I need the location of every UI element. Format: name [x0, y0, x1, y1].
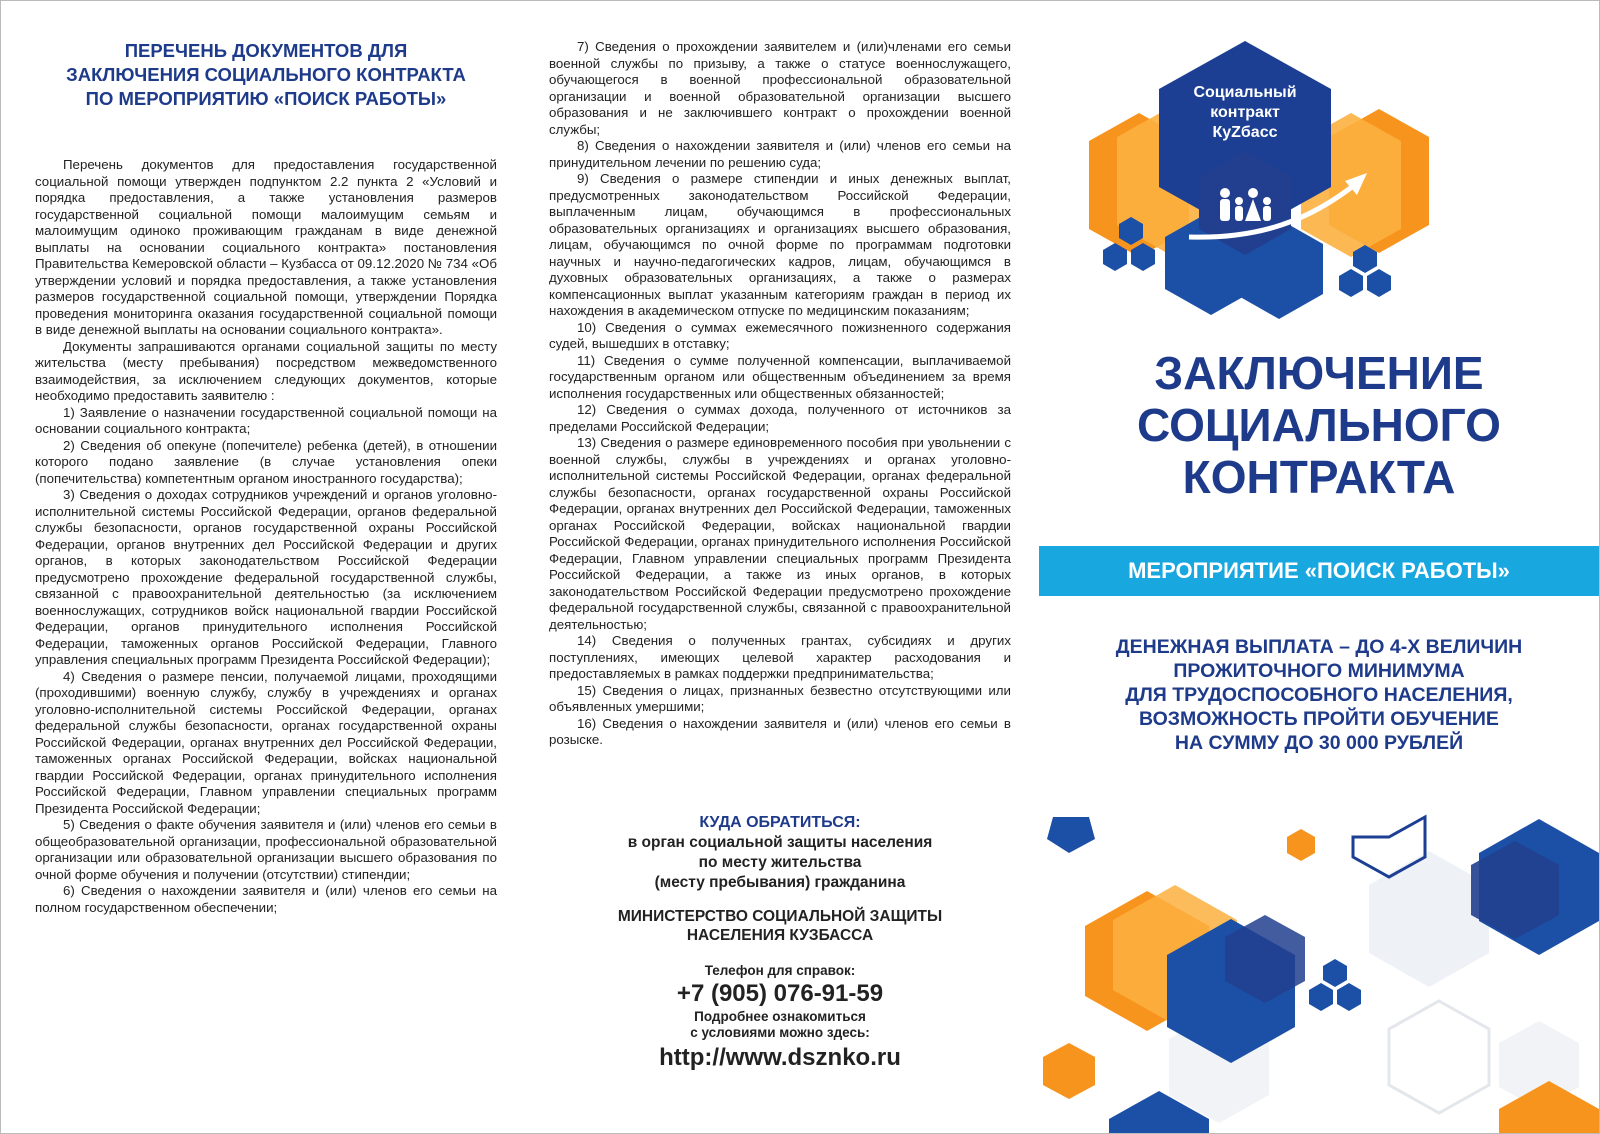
small-hexagon [1339, 269, 1363, 297]
small-hexagon [1367, 269, 1391, 297]
small-hexagon [1309, 983, 1333, 1011]
list-item: 6) Сведения о нахождении заявителя и (или) членов его семьи на полном государственном обеспечении; [35, 883, 497, 915]
list-item: 15) Сведения о лицах, признанных безвестно отсутствующими или объявленных умершими; [549, 682, 1011, 714]
document-title: ПЕРЕЧЕНЬ ДОКУМЕНТОВ ДЛЯ ЗАКЛЮЧЕНИЯ СОЦИАЛЬНОГО КОНТРАКТА ПО МЕРОПРИЯТИЮ «ПОИСК РАБОТЫ» [66, 40, 466, 109]
event-band: МЕРОПРИЯТИЕ «ПОИСК РАБОТЫ» [1039, 546, 1599, 596]
phone-label: Телефон для справок: [704, 963, 856, 978]
list-item: 13) Сведения о размере единовременного пособия при увольнении с военной службы, службы в учреждениях и органах уголовно-исполнительной системы Российской Федерации, органах федеральной службы безопасности, органах государственной охраны Российской Федерации, органах внутренних дел Российской Федерации, таможенных органах Российской Федерации, войсках национальной гвардии Российской Федерации, органах принудительного исполнения Российской Федерации, Главном управлении специальных программ Президента Российской Федерации, а также из иных органов, в которых законодательством Российской Федерации предусмотрено прохождение федеральной государственной службы, связанной с правоохранительной деятельностью; [549, 435, 1011, 632]
small-hexagon [1337, 983, 1361, 1011]
small-hexagon [1287, 829, 1315, 861]
list-item: 14) Сведения о полученных грантах, субсидиях и других поступлениях, имеющих целевой характер расходования и предоставляемых в рамках поддержки предпринимательства; [549, 633, 1011, 681]
document-body-left [35, 157, 497, 916]
list-item: 12) Сведения о суммах дохода, полученного от источников за пределами Российской Федерации; [549, 402, 1011, 434]
column-middle [549, 39, 1011, 749]
list-item: 9) Сведения о размере стипендии и иных денежных выплат, предусмотренных законодательством Российской Федерации, выплаченным лицам, обучающимся в профессиональных образовательных организациях и организациях высшего образования, лицам, обучающимся по очной форме по программам подготовки научных и научно-педагогических кадров, лицам, обучающимся в духовных образовательных организациях, а также о размерах компенсационных выплат указанным категориям граждан в период их нахождения в академическом отпуске по медицинским показаниям; [549, 171, 1011, 318]
where-heading: КУДА ОБРАТИТЬСЯ: [699, 814, 861, 831]
list-item: 11) Сведения о сумме полученной компенсации, выплачиваемой государственным органом или общественным объединением за время исполнения государственных или общественных обязанностей; [549, 352, 1011, 401]
decorative-hexagons [1039, 781, 1599, 1133]
logo-text-line: контракт [1210, 104, 1280, 121]
column-left [35, 39, 497, 916]
list-item: 5) Сведения о факте обучения заявителя и (или) членов его семьи в общеобразовательной организации, профессиональной образовательной организации или образовательной организации высшего образования по очной форме обучения и получении (отсутствии) стипендии; [35, 817, 497, 882]
contact-block [549, 813, 1011, 1073]
list-item: 3) Сведения о доходах сотрудников учреждений и органов уголовно-исполнительной системы Российской Федерации, органов федеральной службы безопасности, органов государственной охраны Российской Федерации, органов внутренних дел Российской Федерации и других органов, в которых законодательством Российской Федерации предусмотрено прохождение федеральной государственной службы, связанной с правоохранительной деятельностью (за исключением военнослужащих, сотрудников войск национальной гвардии Российской Федерации, органов принудительного исполнения Российской Федерации, таможенных органов Российской Федерации, Главного управления специальных программ Президента Российской Федерации); [35, 487, 497, 667]
more-info-text: Подробнее ознакомиться с условиями можно здесь: [690, 1009, 870, 1040]
document-body-right [549, 39, 1011, 749]
intro-paragraph: Документы запрашиваются органами социальной защиты по месту жительства (месту пребывания) посредством межведомственного взаимодействия, за исключением следующих документов, которые необходимо предоставить заявителю : [35, 338, 497, 403]
list-item: 4) Сведения о размере пенсии, получаемой лицами, проходящими (проходившими) военную службу, службу в учреждениях и органах уголовно-исполнительной системы Российской Федерации, органах федеральной службы безопасности, органах государственной охраны Российской Федерации, органах внутренних дел Российской Федерации, таможенных органах Российской Федерации, войсках национальной гвардии Российской Федерации, органах принудительного исполнения Российской Федерации, Главном управлении специальных программ Президента Российской Федерации; [35, 668, 497, 816]
website-link[interactable]: http://www.dsznko.ru [659, 1044, 901, 1071]
ministry-name: МИНИСТЕРСТВО СОЦИАЛЬНОЙ ЗАЩИТЫ НАСЕЛЕНИЯ КУЗБАССА [617, 908, 943, 944]
logo-text-line: КуZбасс [1212, 124, 1278, 141]
phone-number[interactable]: +7 (905) 076-91-59 [676, 980, 884, 1007]
orange-hexagon [1043, 1043, 1095, 1099]
list-item: 7) Сведения о прохождении заявителем и (или)членами его семьи военной службы по призыву, а также о статусе военнослужащего, обучающегося в военной профессиональной образовательной организации и военной образовательной организации высшего образования и не заключившего контракт о прохождении военной службы; [549, 39, 1011, 137]
blue-hexagon [1047, 817, 1095, 853]
list-item: 8) Сведения о нахождении заявителя и (или) членов его семьи на принудительном лечении по решению суда; [549, 138, 1011, 170]
intro-paragraph: Перечень документов для предоставления государственной социальной помощи утвержден подпунктом 2.2 пункта 2 «Условий и порядка предоставления, а также установления размеров государственной социальной помощи малоимущим семьям и малоимущим одиноко проживающим гражданам в виде денежной выплаты на основании социального контракта» постановления Правительства Кемеровской области – Кузбасса от 09.12.2020 № 734 «Об утверждении условий и порядка предоставления, а также установления размеров государственной социальной помощи, утверждении Порядка проведения мониторинга оказания государственной социальной помощи в виде денежной выплаты на основании социального контракта». [35, 157, 497, 337]
where-text: в орган социальной защиты населения по месту жительства (месту пребывания) гражданина [627, 834, 933, 891]
list-item: 16) Сведения о нахождении заявителя и (или) членов его семьи в розыске. [549, 715, 1011, 747]
list-item: 10) Сведения о суммах ежемесячного пожизненного содержания судей, вышедших в отставку; [549, 319, 1011, 351]
list-item: 2) Сведения об опекуне (попечителе) ребенка (детей), в отношении которого подано заявление (в случае установления опеки (попечительства) компетентным органом иностранного государства); [35, 437, 497, 486]
cover-subtitle: ДЕНЕЖНАЯ ВЫПЛАТА – ДО 4-Х ВЕЛИЧИН ПРОЖИТОЧНОГО МИНИМУМА ДЛЯ ТРУДОСПОСОБНОГО НАСЕЛЕНИЯ, ВОЗМОЖНОСТЬ ПРОЙТИ ОБУЧЕНИЕ НА СУММУ ДО 30 000 РУБЛЕЙ [1115, 636, 1523, 754]
logo-text-line: Социальный [1193, 84, 1297, 101]
cover-title: ЗАКЛЮЧЕНИЕ СОЦИАЛЬНОГО КОНТРАКТА [1137, 347, 1501, 503]
program-logo [1039, 1, 1599, 331]
cover-panel [1039, 1, 1599, 1133]
small-hexagon [1323, 959, 1347, 987]
list-item: 1) Заявление о назначении государственной социальной помощи на основании социального контракта; [35, 404, 497, 436]
grey-hexagon [1389, 1001, 1489, 1113]
